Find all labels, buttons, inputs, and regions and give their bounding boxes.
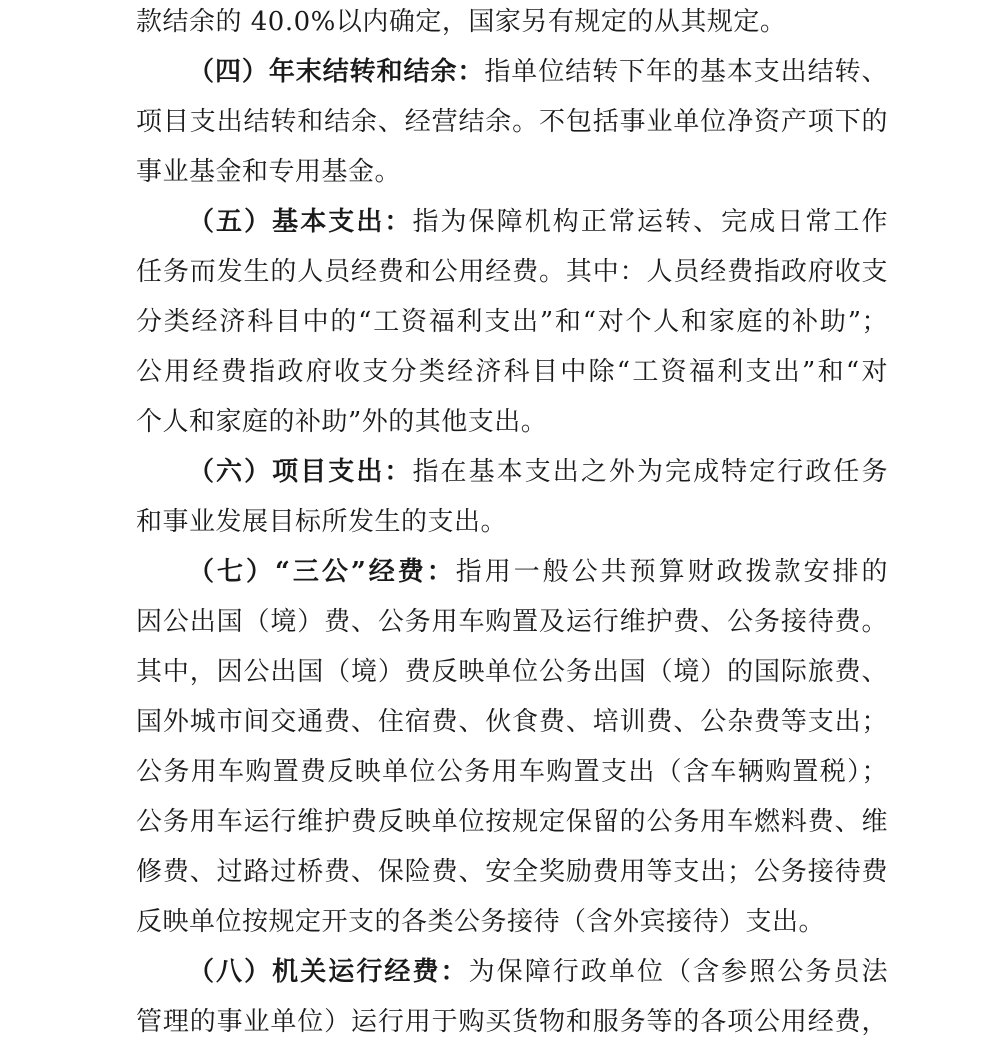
line-text: 项目支出结转和结余、经营结余。不包括事业单位净资产项下的 bbox=[136, 107, 888, 137]
text-line bbox=[136, 106, 888, 156]
section-heading-line bbox=[188, 556, 888, 606]
line-text: 公务用车购置费反映单位公务用车购置支出（含车辆购置税）； bbox=[136, 757, 888, 787]
line-text: 款结余的 40.0%以内确定，国家另有规定的从其规定。 bbox=[136, 7, 787, 37]
section-heading-line bbox=[188, 456, 888, 506]
text-line bbox=[136, 256, 888, 306]
text-line bbox=[136, 856, 888, 906]
line-text: 事业基金和专用基金。 bbox=[136, 157, 402, 187]
line-text: 和事业发展目标所发生的支出。 bbox=[136, 507, 508, 537]
line-text: 修费、过路过桥费、保险费、安全奖励费用等支出；公务接待费 bbox=[136, 857, 888, 887]
text-line bbox=[136, 656, 888, 706]
line-text: 公务用车运行维护费反映单位按规定保留的公务用车燃料费、维 bbox=[136, 807, 888, 837]
text-line bbox=[136, 706, 888, 756]
line-text: 分类经济科目中的“工资福利支出”和“对个人和家庭的补助”； bbox=[136, 307, 888, 337]
line-text: 任务而发生的人员经费和公用经费。其中：人员经费指政府收支 bbox=[136, 257, 888, 287]
text-line bbox=[136, 506, 888, 556]
section-heading-line bbox=[188, 206, 888, 256]
section-heading-line bbox=[188, 56, 888, 106]
line-text: 指用一般公共预算财政拨款安排的 bbox=[455, 557, 888, 587]
line-text: 指在基本支出之外为完成特定行政任务 bbox=[412, 457, 888, 487]
text-line bbox=[136, 756, 888, 806]
text-line bbox=[136, 906, 888, 956]
section-heading: （五）基本支出： bbox=[188, 207, 413, 237]
section-heading-line bbox=[188, 956, 888, 1006]
text-line bbox=[136, 6, 888, 56]
text-line bbox=[136, 1006, 888, 1056]
line-text: 公用经费指政府收支分类经济科目中除“工资福利支出”和“对 bbox=[136, 357, 888, 387]
section-heading: （七）“三公”经费： bbox=[188, 557, 456, 587]
section-heading: （六）项目支出： bbox=[188, 457, 413, 487]
section-heading: （八）机关运行经费： bbox=[188, 957, 469, 987]
line-text: 管理的事业单位）运行用于购买货物和服务等的各项公用经费， bbox=[136, 1007, 888, 1037]
text-line bbox=[136, 606, 888, 656]
line-text: 指为保障机构正常运转、完成日常工作 bbox=[412, 207, 888, 237]
text-line bbox=[136, 356, 888, 406]
line-text: 国外城市间交通费、住宿费、伙食费、培训费、公杂费等支出； bbox=[136, 707, 888, 737]
text-line bbox=[136, 306, 888, 356]
line-text: 反映单位按规定开支的各类公务接待（含外宾接待）支出。 bbox=[136, 907, 826, 937]
line-text: 指单位结转下年的基本支出结转、 bbox=[484, 57, 888, 87]
text-line bbox=[136, 156, 888, 206]
line-text: 为保障行政单位（含参照公务员法 bbox=[468, 957, 888, 987]
line-text: 个人和家庭的补助”外的其他支出。 bbox=[136, 407, 548, 437]
text-line bbox=[136, 406, 888, 456]
section-heading: （四）年末结转和结余： bbox=[188, 57, 485, 87]
text-line bbox=[136, 806, 888, 856]
line-text: 因公出国（境）费、公务用车购置及运行维护费、公务接待费。 bbox=[136, 607, 888, 637]
line-text: 其中，因公出国（境）费反映单位公务出国（境）的国际旅费、 bbox=[136, 657, 888, 687]
